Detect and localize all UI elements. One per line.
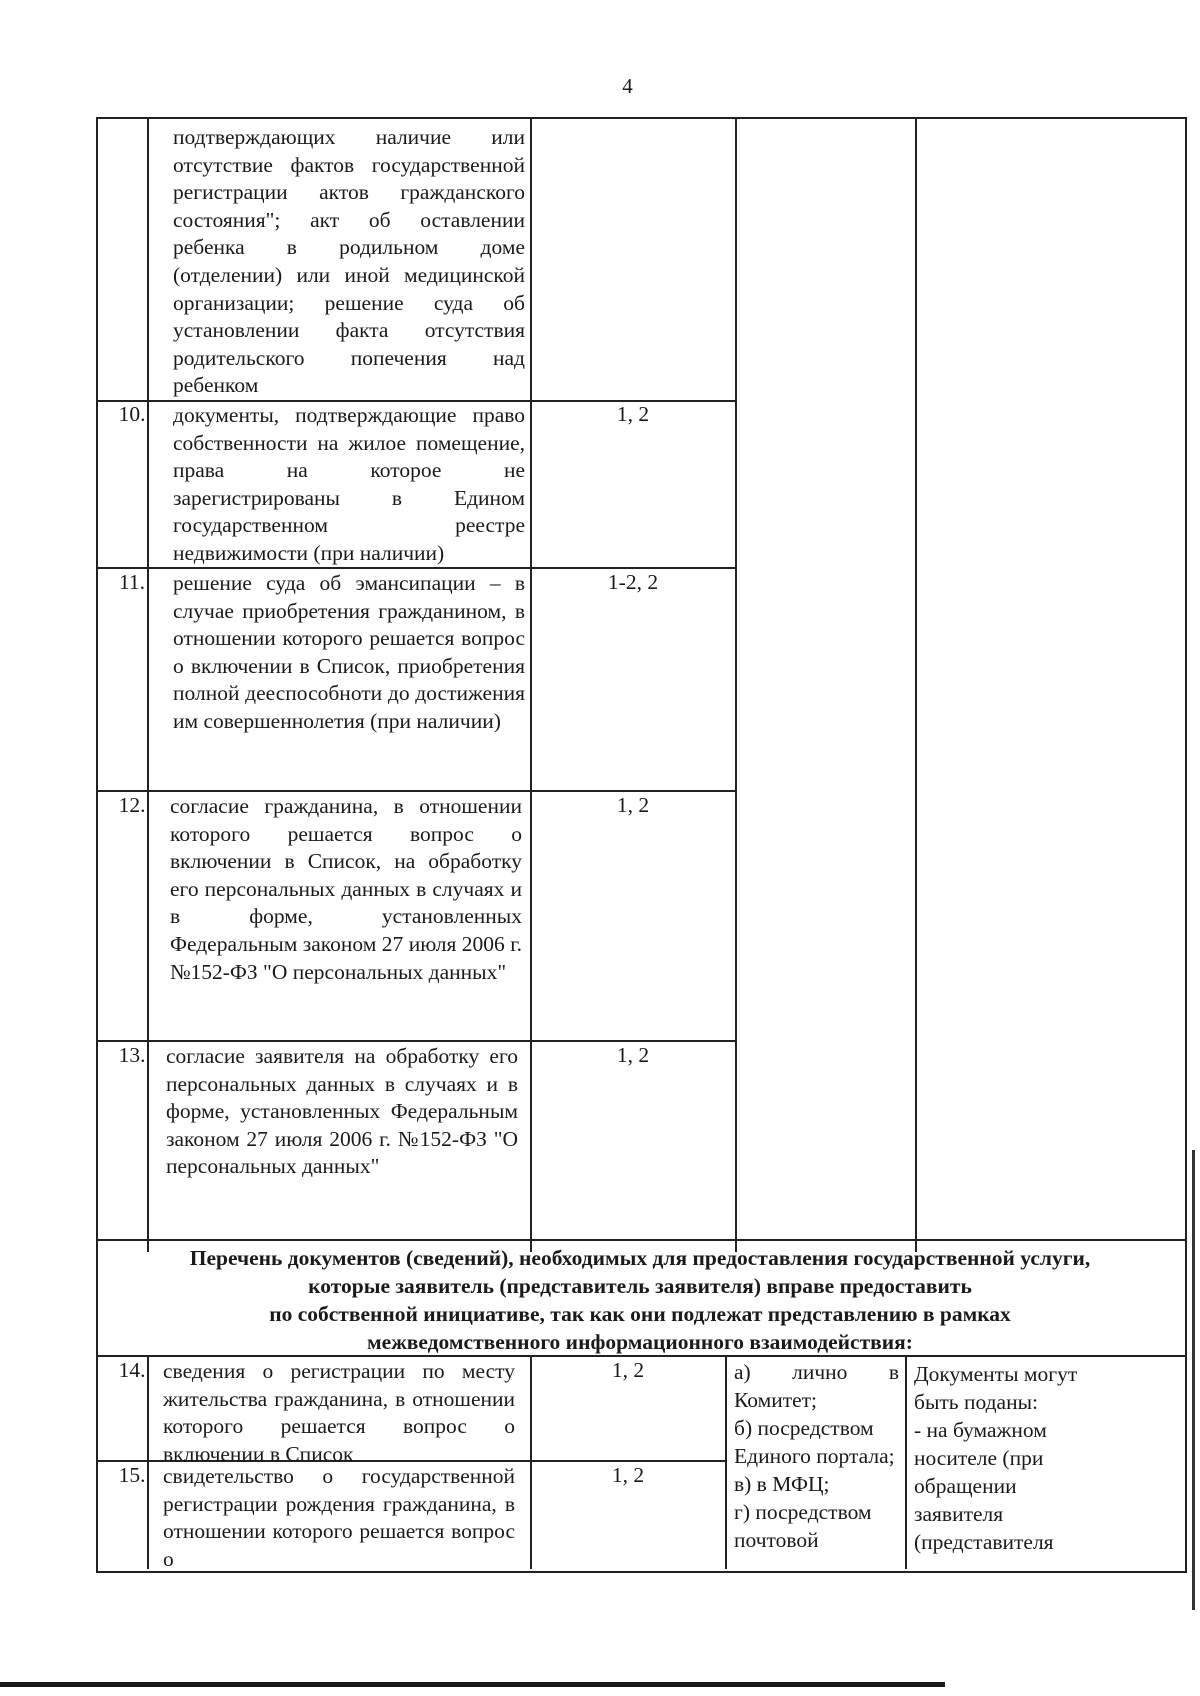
section-heading-line-4: межведомственного информационного взаимодействия: <box>367 1330 913 1354</box>
row-14-number: 14. <box>118 1358 146 1382</box>
row9-continuation-text: подтверждающих наличие или отсутствие фактов государственной регистрации актов гражданского состояния"; акт об оставлении ребенка в родильном доме (отделении) или иной медицинской организации; решение суда об установлении факта отсутствия родительского попечения над ребенком <box>173 125 525 398</box>
method-mfc: в) в МФЦ; <box>734 1472 830 1496</box>
section-heading-line-2: которые заявитель (представитель заявителя) вправе предоставить <box>308 1274 972 1298</box>
page-number: 4 <box>622 74 633 98</box>
col-line-2b <box>530 1355 532 1569</box>
note-line-1: Документы могут быть поданы: <box>914 1362 1078 1414</box>
row-12-number: 12. <box>118 793 146 817</box>
row-14-text: сведения о регистрации по месту жительства гражданина, в отношении которого решается вопрос о включении в Список <box>163 1359 515 1466</box>
row-13-source: 1, 2 <box>616 1043 650 1067</box>
col-line-1b <box>147 1355 149 1569</box>
row-15-text: свидетельство о государственной регистрации рождения гражданина, в отношении которого решается вопрос о <box>163 1464 515 1571</box>
col-line-2 <box>530 117 532 1252</box>
row-13-text: согласие заявителя на обработку его персональных данных в случаях и в форме, установленных Федеральным законом 27 июля 2006 г. №152-ФЗ "О персональных данных" <box>166 1044 518 1179</box>
section-heading-line-3: по собственной инициативе, так как они подлежат представлению в рамках <box>269 1302 1011 1326</box>
row-13-number: 13. <box>118 1043 146 1067</box>
col-line-1 <box>147 117 149 1252</box>
row-line-12 <box>96 790 736 792</box>
section-heading-line-1: Перечень документов (сведений), необходимых для предоставления государственной услуги, <box>189 1246 1091 1270</box>
col-line-4 <box>915 117 917 1252</box>
method-mail: г) посредством почтовой <box>734 1500 872 1552</box>
row-10-text: документы, подтверждающие право собственности на жилое помещение, права на которое не зарегистрированы в Едином государственном реестре недвижимости (при наличии) <box>173 403 525 565</box>
right-scan-edge <box>1192 1150 1195 1610</box>
submission-methods <box>734 1358 899 1554</box>
heading-top-line <box>96 1239 1185 1241</box>
row-10-number: 10. <box>118 402 146 426</box>
row-15-source: 1, 2 <box>611 1463 645 1487</box>
row-line-13 <box>96 1040 736 1042</box>
row-10-source: 1, 2 <box>616 402 650 426</box>
row-12-source: 1, 2 <box>616 793 650 817</box>
note-line-2: - на бумажном носителе (при обращении заявителя (представителя <box>914 1418 1054 1554</box>
col-line-3 <box>735 117 737 1252</box>
method-portal: б) посредством Единого портала; <box>734 1416 895 1468</box>
row-11-source: 1-2, 2 <box>607 570 659 594</box>
method-personal: а) лично в Комитет; <box>734 1360 899 1412</box>
bottom-scan-edge <box>0 1682 945 1687</box>
row-11-number: 11. <box>118 570 146 594</box>
col-line-4b <box>905 1355 907 1569</box>
row-12-text: согласие гражданина, в отношении которого решается вопрос о включении в Список, на обработку его персональных данных в случаях и в форме, установленных Федеральным законом 27 июля 2006 г. №152-ФЗ "О персональных данных" <box>170 794 522 984</box>
row-11-text: решение суда об эмансипации – в случае приобретения гражданином, в отношении которого решается вопрос о включении в Список, приобретения полной дееспособноти до достижения им совершеннолетия (при наличии) <box>173 571 525 733</box>
submission-notes <box>914 1360 1084 1556</box>
col-line-3b <box>725 1355 727 1569</box>
row-14-source: 1, 2 <box>611 1358 645 1382</box>
row-15-number: 15. <box>118 1463 146 1487</box>
